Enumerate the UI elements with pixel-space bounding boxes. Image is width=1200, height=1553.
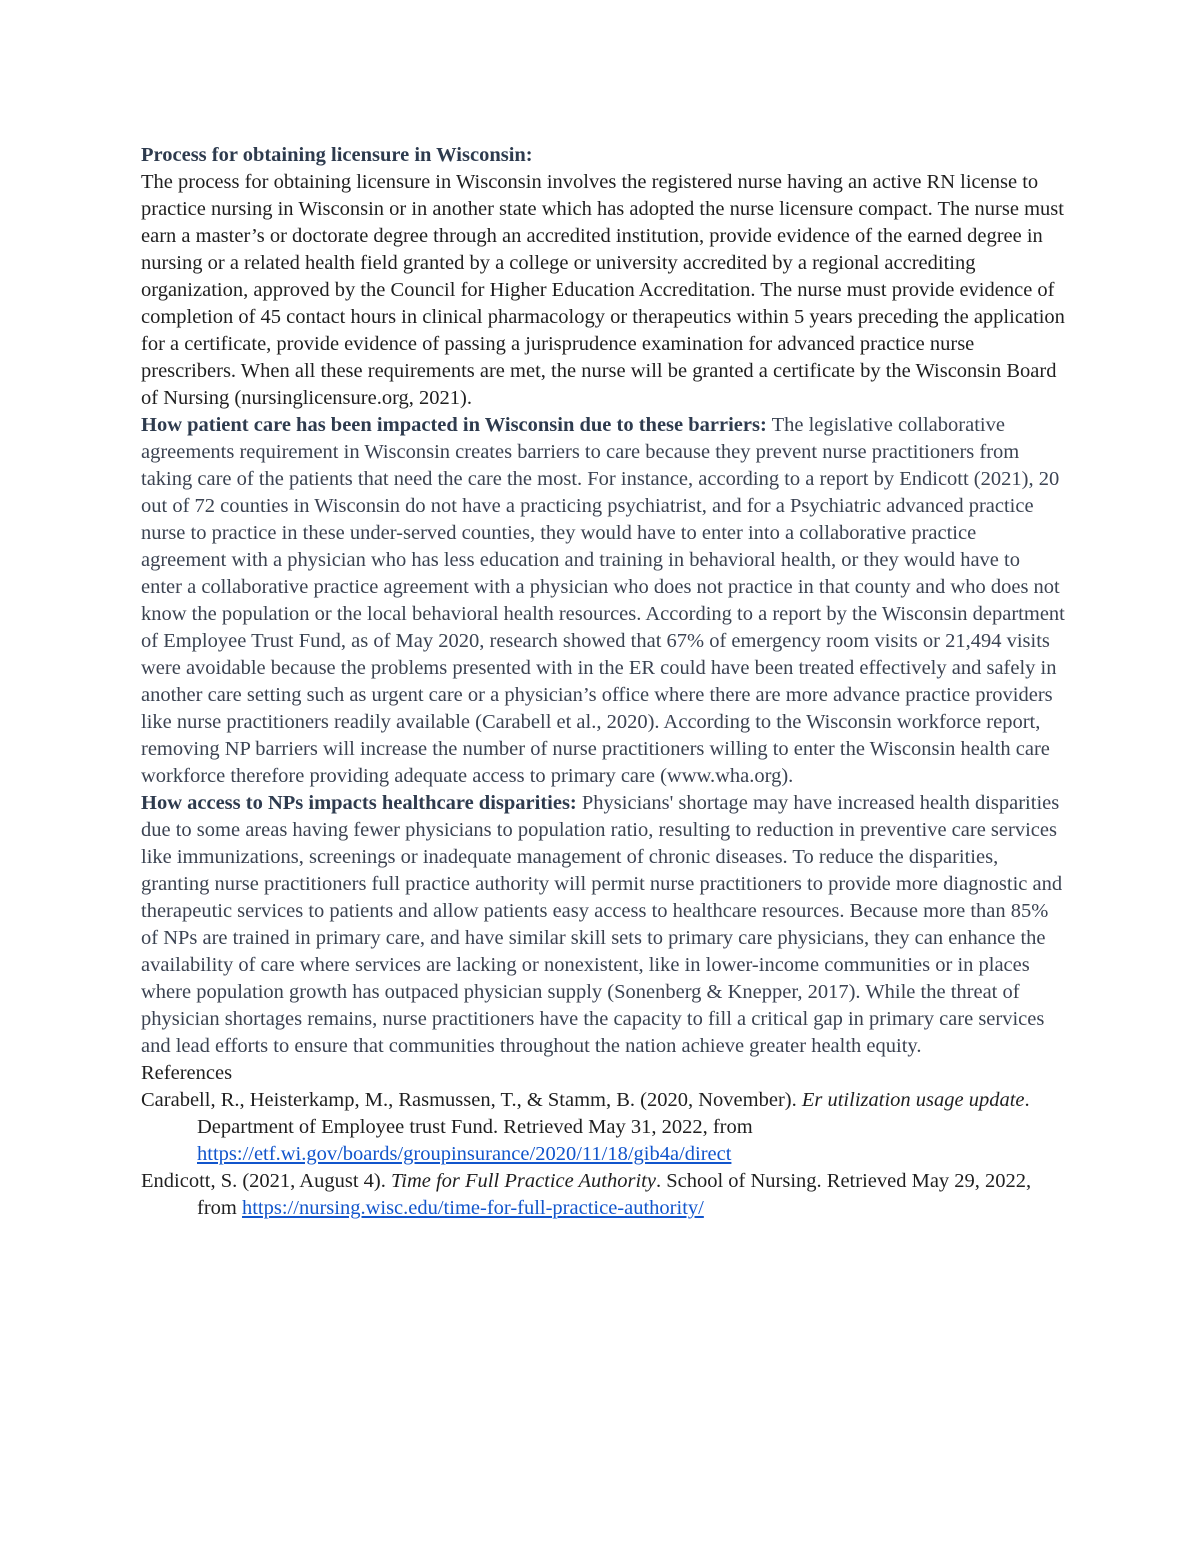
reference-link[interactable]: https://etf.wi.gov/boards/groupinsurance/2020/11/18/gib4a/direct — [197, 1143, 732, 1165]
reference-source: . Department of Employee trust Fund. Retrieved May 31, 2022, from — [197, 1089, 1030, 1138]
section-licensure — [141, 142, 1066, 412]
reference-title: Time for Full Practice Authority — [390, 1170, 656, 1192]
section-body-licensure: The process for obtaining licensure in Wisconsin involves the registered nurse having an active RN license to practice nursing in Wisconsin or in another state which has adopted the nurse licensure compact. The nurse must earn a master’s or doctorate degree through an accredited institution, provide evidence of the earned degree in nursing or a related health field granted by a college or university accredited by a regional accrediting organization, approved by the Council for Higher Education Accreditation. The nurse must provide evidence of completion of 45 contact hours in clinical pharmacology or therapeutics within 5 years preceding the application for a certificate, provide evidence of passing a jurisprudence examination for advanced practice nurse prescribers. When all these requirements are met, the nurse will be granted a certificate by the Wisconsin Board of Nursing (nursinglicensure.org, 2021). — [141, 171, 1065, 409]
reference-link[interactable]: https://nursing.wisc.edu/time-for-full-practice-authority/ — [241, 1197, 704, 1219]
reference-title: Er utilization usage update — [801, 1089, 1025, 1111]
section-heading-patient-care: How patient care has been impacted in Wisconsin due to these barriers: — [141, 414, 767, 436]
section-heading-licensure: Process for obtaining licensure in Wisconsin: — [141, 144, 533, 166]
reference-source: . School of Nursing. Retrieved May 29, 2022, from — [197, 1170, 1032, 1219]
reference-authors: Carabell, R., Heisterkamp, M., Rasmussen, T., & Stamm, B. (2020, November). — [141, 1089, 802, 1111]
reference-item — [141, 1087, 1066, 1168]
document-page — [141, 142, 1066, 1222]
section-patient-care — [141, 412, 1066, 790]
references-title: References — [141, 1062, 233, 1084]
section-disparities — [141, 790, 1066, 1060]
section-body-patient-care: The legislative collaborative agreements requirement in Wisconsin creates barriers to care because they prevent nurse practitioners from taking care of the patients that need the care the most. For instance, according to a report by Endicott (2021), 20 out of 72 counties in Wisconsin do not have a practicing psychiatrist, and for a Psychiatric advanced practice nurse to practice in these under-served counties, they would have to enter into a collaborative practice agreement with a physician who has less education and training in behavioral health, or they would have to enter a collaborative practice agreement with a physician who does not practice in that county and who does not know the population or the local behavioral health resources. According to a report by the Wisconsin department of Employee Trust Fund, as of May 2020, research showed that 67% of emergency room visits or 21,494 visits were avoidable because the problems presented with in the ER could have been treated effectively and safely in another care setting such as urgent care or a physician’s office where there are more advance practice providers like nurse practitioners readily available (Carabell et al., 2020). According to the Wisconsin workforce report, removing NP barriers will increase the number of nurse practitioners willing to enter the Wisconsin health care workforce therefore providing adequate access to primary care (www.wha.org). — [141, 414, 1065, 787]
reference-item — [141, 1168, 1066, 1222]
reference-authors: Endicott, S. (2021, August 4). — [141, 1170, 391, 1192]
section-heading-disparities: How access to NPs impacts healthcare disparities: — [141, 792, 577, 814]
section-body-disparities: Physicians' shortage may have increased health disparities due to some areas having fewer physicians to population ratio, resulting to reduction in preventive care services like immunizations, screenings or inadequate management of chronic diseases. To reduce the disparities, granting nurse practitioners full practice authority will permit nurse practitioners to provide more diagnostic and therapeutic services to patients and allow patients easy access to healthcare resources. Because more than 85% of NPs are trained in primary care, and have similar skill sets to primary care physicians, they can enhance the availability of care where services are lacking or nonexistent, like in lower-income communities or in places where population growth has outpaced physician supply (Sonenberg & Knepper, 2017). While the threat of physician shortages remains, nurse practitioners have the capacity to fill a critical gap in primary care services and lead efforts to ensure that communities throughout the nation achieve greater health equity. — [141, 792, 1063, 1057]
